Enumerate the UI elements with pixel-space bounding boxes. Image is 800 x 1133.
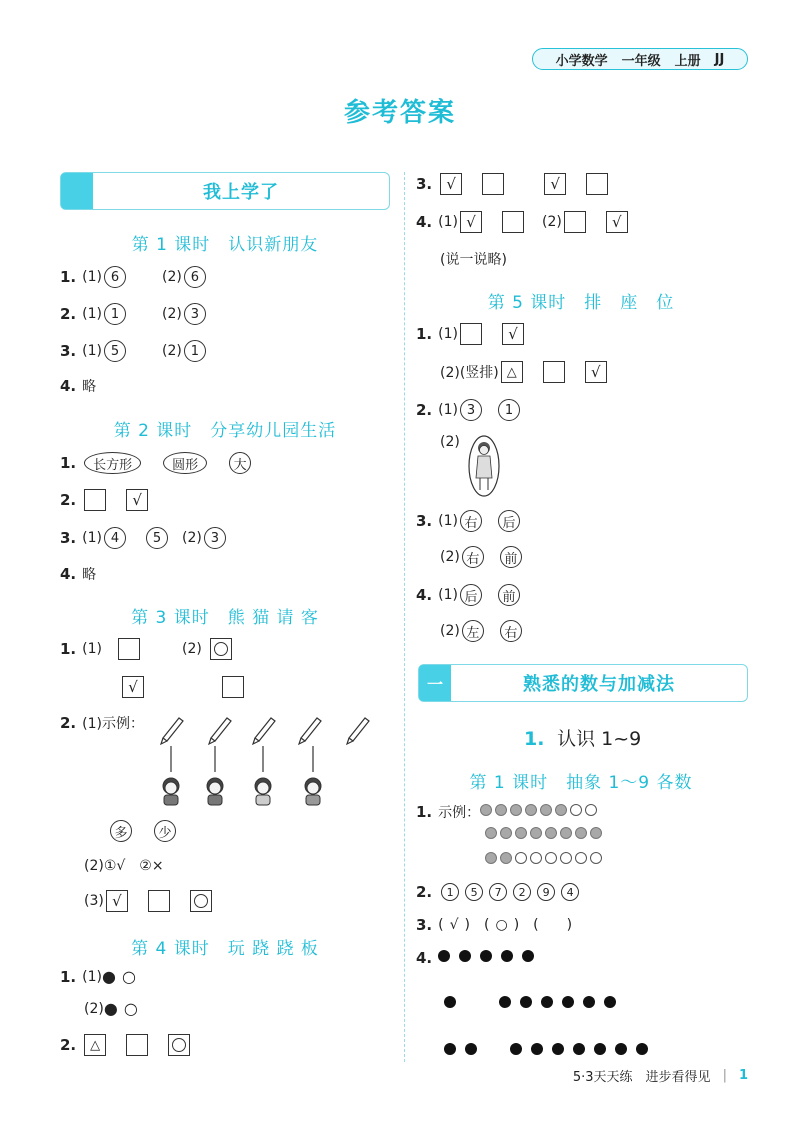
grey-dot (500, 852, 512, 864)
answer-row: √ (120, 676, 246, 698)
answer-row: 4. 略 (60, 565, 97, 583)
black-dot (522, 950, 534, 962)
answer-row: 2. (1) 1 (2) 3 (60, 303, 208, 325)
pencil-icon (161, 718, 369, 744)
grey-dot (590, 827, 602, 839)
book-info-pill (532, 48, 748, 70)
answer-row: 1. (1) (2) (60, 638, 234, 660)
black-dot (604, 996, 616, 1008)
answer-row: 2. 1 5 7 2 9 4 (416, 883, 582, 901)
grey-dot (530, 827, 542, 839)
black-dot (615, 1043, 627, 1055)
grey-dot (500, 827, 512, 839)
answer-row: (2) 右 前 (440, 546, 524, 568)
circle-symbol (214, 642, 228, 656)
black-dot (552, 1043, 564, 1055)
grey-dot (560, 827, 572, 839)
dot-row (444, 996, 625, 1012)
black-dot (438, 950, 450, 962)
volume: 上册 (674, 53, 701, 69)
empty-dot (530, 852, 542, 864)
answer-row: 4. 略 (60, 377, 97, 395)
answer-row: 2. (1) 3 1 (416, 399, 522, 421)
banner-title: 我上学了 (203, 182, 279, 203)
dot-row (444, 1043, 657, 1059)
grey-dot (545, 827, 557, 839)
grey-dot (485, 827, 497, 839)
empty-dot (585, 804, 597, 816)
answer-row: (2) 左 右 (440, 620, 524, 642)
footer-brand: 5·3天天练 进步看得见 (572, 1070, 711, 1085)
answer-row: (2)①√ ②× (84, 858, 164, 874)
grey-dot (540, 804, 552, 816)
answer-row: 3. (1) 5 (2) 1 (60, 340, 208, 362)
grey-dot (495, 804, 507, 816)
dot-row (485, 852, 605, 868)
answer-row: 1. 示例： (416, 802, 600, 822)
grey-dot (525, 804, 537, 816)
answer-row: 1. 长方形 圆形 大 (60, 452, 253, 474)
dot-row (485, 827, 605, 843)
lesson-5-title: 第 5 课时 排 座 位 (487, 293, 675, 313)
black-dot (499, 996, 511, 1008)
answer-row: 2. △ (60, 1034, 192, 1056)
page-title: 参考答案 (343, 98, 456, 128)
black-dot (444, 996, 456, 1008)
unit-banner-left (60, 172, 390, 210)
grey-dot (575, 827, 587, 839)
grey-dot (485, 852, 497, 864)
answer-row: (2) ● ○ (84, 999, 138, 1018)
answer-row: 1. (1) ● ○ (60, 967, 136, 986)
black-dot (510, 1043, 522, 1055)
answer-row: 4. (1) √ (2) √ (416, 211, 630, 233)
matching-illustration (155, 712, 385, 812)
lesson-2-title: 第 2 课时 分享幼儿园生活 (113, 421, 337, 441)
black-dot (636, 1043, 648, 1055)
answer-row: 3. (1) 右 后 (416, 510, 522, 532)
empty-dot (570, 804, 582, 816)
page-footer: 5·3天天练 进步看得见 | 1 (572, 1068, 748, 1085)
grade: 一年级 (621, 53, 661, 69)
answer-row: (3) √ (84, 890, 214, 912)
banner-tab: 一 (419, 665, 451, 701)
black-dot (465, 1043, 477, 1055)
black-dot (594, 1043, 606, 1055)
grey-dot (480, 804, 492, 816)
answer-row: 3. ( √ ) ( ○ ) ( ) (416, 916, 573, 934)
grey-dot (515, 827, 527, 839)
black-dot (459, 950, 471, 962)
answer-row: 2. √ (60, 489, 150, 511)
black-dot (573, 1043, 585, 1055)
answer-row: 3. (1) 4 5 (2) 3 (60, 527, 228, 549)
lesson-3-title: 第 3 课时 熊 猫 请 客 (131, 608, 319, 628)
black-dot (520, 996, 532, 1008)
dot-row (438, 950, 543, 966)
banner-tab (61, 173, 93, 209)
unit-banner-right (418, 664, 748, 702)
answer-row: 3. √ √ (416, 173, 610, 195)
lesson-1-title: 第 1 课时 认识新朋友 (131, 235, 319, 255)
answer-row: 多 少 (108, 820, 178, 842)
banner-title: 熟悉的数与加减法 (523, 674, 675, 695)
black-dot (501, 950, 513, 962)
answer-row: (说一说略) (440, 252, 507, 268)
black-dot (480, 950, 492, 962)
answer-row: 1. (1) 6 (2) 6 (60, 266, 208, 288)
section-heading: 1. 认识 1~9 (524, 728, 642, 750)
answer-row: 4. (1) 后 前 (416, 584, 522, 606)
answer-row: 2. (1)示例： (60, 714, 144, 732)
answer-row: (2) (440, 434, 460, 450)
dot-row (480, 804, 600, 820)
black-dot (562, 996, 574, 1008)
answer-row: (2)(竖排) △ √ (440, 361, 609, 383)
black-dot (541, 996, 553, 1008)
subject: 小学数学 (555, 53, 608, 69)
child-icon (163, 778, 321, 805)
black-dot (531, 1043, 543, 1055)
empty-dot (560, 852, 572, 864)
lesson-abstract-title: 第 1 课时 抽象 1～9 各数 (469, 773, 693, 793)
empty-dot (575, 852, 587, 864)
circle-symbol (194, 894, 208, 908)
edition: JJ (714, 51, 725, 67)
girl-icon (466, 434, 502, 498)
lesson-4-title: 第 4 课时 玩 跷 跷 板 (131, 939, 319, 959)
page-number: 1 (738, 1068, 748, 1083)
grey-dot (555, 804, 567, 816)
answer-row: 1. (1) √ (416, 323, 526, 345)
answer-row: 4. (416, 949, 543, 967)
black-dot (444, 1043, 456, 1055)
grey-dot (510, 804, 522, 816)
empty-dot (515, 852, 527, 864)
black-dot (583, 996, 595, 1008)
empty-dot (545, 852, 557, 864)
circle-symbol (172, 1038, 186, 1052)
column-divider (404, 172, 405, 1062)
empty-dot (590, 852, 602, 864)
